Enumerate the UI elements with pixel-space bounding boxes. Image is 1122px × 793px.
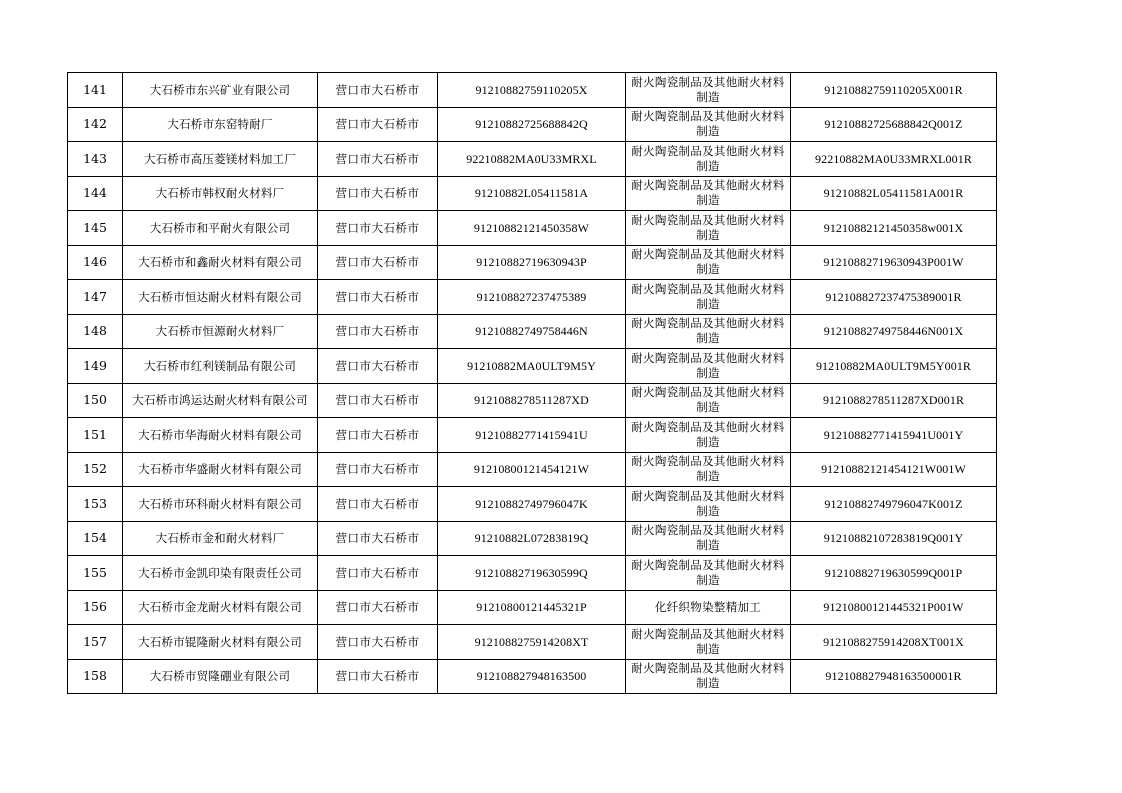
company-name-cell: 大石桥市恒源耐火材料厂: [123, 314, 318, 349]
permit-number-cell: 91210882719630943P001W: [791, 245, 997, 280]
company-name-cell: 大石桥市东窑特耐厂: [123, 107, 318, 142]
table-row: [68, 556, 997, 591]
table-row: [68, 280, 997, 315]
row-number-cell: 153: [68, 487, 123, 522]
company-name-cell: 大石桥市鸿运达耐火材料有限公司: [123, 383, 318, 418]
region-cell: 营口市大石桥市: [318, 280, 438, 315]
company-name-cell: 大石桥市和鑫耐火材料有限公司: [123, 245, 318, 280]
industry-cell: 耐火陶瓷制品及其他耐火材料制造: [626, 73, 791, 108]
region-cell: 营口市大石桥市: [318, 211, 438, 246]
company-name-cell: 大石桥市恒达耐火材料有限公司: [123, 280, 318, 315]
region-cell: 营口市大石桥市: [318, 142, 438, 177]
credit-code-cell: 91210882L07283819Q: [438, 521, 626, 556]
table-row: [68, 452, 997, 487]
table-row: [68, 625, 997, 660]
company-name-cell: 大石桥市环科耐火材料有限公司: [123, 487, 318, 522]
credit-code-cell: 91210882719630599Q: [438, 556, 626, 591]
industry-cell: 耐火陶瓷制品及其他耐火材料制造: [626, 487, 791, 522]
industry-cell: 耐火陶瓷制品及其他耐火材料制造: [626, 556, 791, 591]
permit-number-cell: 91210882759110205X001R: [791, 73, 997, 108]
region-cell: 营口市大石桥市: [318, 452, 438, 487]
industry-cell: 耐火陶瓷制品及其他耐火材料制造: [626, 176, 791, 211]
row-number-cell: 150: [68, 383, 123, 418]
permit-number-cell: 9121088278511287XD001R: [791, 383, 997, 418]
row-number-cell: 156: [68, 590, 123, 625]
credit-code-cell: 91210882719630943P: [438, 245, 626, 280]
permit-number-cell: 91210882MA0ULT9M5Y001R: [791, 349, 997, 384]
credit-code-cell: 92210882MA0U33MRXL: [438, 142, 626, 177]
region-cell: 营口市大石桥市: [318, 383, 438, 418]
region-cell: 营口市大石桥市: [318, 487, 438, 522]
industry-cell: 耐火陶瓷制品及其他耐火材料制造: [626, 314, 791, 349]
permit-number-cell: 91210882107283819Q001Y: [791, 521, 997, 556]
permit-number-cell: 91210882725688842Q001Z: [791, 107, 997, 142]
company-name-cell: 大石桥市东兴矿业有限公司: [123, 73, 318, 108]
table-row: [68, 107, 997, 142]
permit-number-cell: 91210800121445321P001W: [791, 590, 997, 625]
industry-cell: 耐火陶瓷制品及其他耐火材料制造: [626, 383, 791, 418]
credit-code-cell: 91210882749796047K: [438, 487, 626, 522]
row-number-cell: 148: [68, 314, 123, 349]
table-row: [68, 142, 997, 177]
credit-code-cell: 91210800121454121W: [438, 452, 626, 487]
credit-code-cell: 91210882771415941U: [438, 418, 626, 453]
credit-code-cell: 91210882MA0ULT9M5Y: [438, 349, 626, 384]
company-name-cell: 大石桥市贸隆硼业有限公司: [123, 659, 318, 694]
row-number-cell: 151: [68, 418, 123, 453]
credit-code-cell: 9121088275914208XT: [438, 625, 626, 660]
company-name-cell: 大石桥市华盛耐火材料有限公司: [123, 452, 318, 487]
table-row: [68, 211, 997, 246]
row-number-cell: 147: [68, 280, 123, 315]
industry-cell: 化纤织物染整精加工: [626, 590, 791, 625]
industry-cell: 耐火陶瓷制品及其他耐火材料制造: [626, 452, 791, 487]
credit-code-cell: 91210882749758446N: [438, 314, 626, 349]
region-cell: 营口市大石桥市: [318, 314, 438, 349]
company-name-cell: 大石桥市红利镁制品有限公司: [123, 349, 318, 384]
company-name-cell: 大石桥市锟隆耐火材料有限公司: [123, 625, 318, 660]
registry-table: [67, 72, 997, 694]
industry-cell: 耐火陶瓷制品及其他耐火材料制造: [626, 245, 791, 280]
region-cell: 营口市大石桥市: [318, 73, 438, 108]
row-number-cell: 154: [68, 521, 123, 556]
credit-code-cell: 91210882725688842Q: [438, 107, 626, 142]
row-number-cell: 142: [68, 107, 123, 142]
company-name-cell: 大石桥市金龙耐火材料有限公司: [123, 590, 318, 625]
region-cell: 营口市大石桥市: [318, 521, 438, 556]
industry-cell: 耐火陶瓷制品及其他耐火材料制造: [626, 211, 791, 246]
company-name-cell: 大石桥市和平耐火有限公司: [123, 211, 318, 246]
row-number-cell: 155: [68, 556, 123, 591]
row-number-cell: 143: [68, 142, 123, 177]
row-number-cell: 144: [68, 176, 123, 211]
table-row: [68, 176, 997, 211]
region-cell: 营口市大石桥市: [318, 556, 438, 591]
region-cell: 营口市大石桥市: [318, 625, 438, 660]
industry-cell: 耐火陶瓷制品及其他耐火材料制造: [626, 625, 791, 660]
company-name-cell: 大石桥市金和耐火材料厂: [123, 521, 318, 556]
industry-cell: 耐火陶瓷制品及其他耐火材料制造: [626, 418, 791, 453]
region-cell: 营口市大石桥市: [318, 349, 438, 384]
region-cell: 营口市大石桥市: [318, 590, 438, 625]
row-number-cell: 157: [68, 625, 123, 660]
table-row: [68, 314, 997, 349]
permit-number-cell: 912108827237475389001R: [791, 280, 997, 315]
region-cell: 营口市大石桥市: [318, 659, 438, 694]
industry-cell: 耐火陶瓷制品及其他耐火材料制造: [626, 659, 791, 694]
row-number-cell: 152: [68, 452, 123, 487]
industry-cell: 耐火陶瓷制品及其他耐火材料制造: [626, 521, 791, 556]
credit-code-cell: 912108827948163500: [438, 659, 626, 694]
industry-cell: 耐火陶瓷制品及其他耐火材料制造: [626, 107, 791, 142]
company-name-cell: 大石桥市华海耐火材料有限公司: [123, 418, 318, 453]
permit-number-cell: 91210882771415941U001Y: [791, 418, 997, 453]
row-number-cell: 149: [68, 349, 123, 384]
table-row: [68, 521, 997, 556]
permit-number-cell: 92210882MA0U33MRXL001R: [791, 142, 997, 177]
permit-number-cell: 91210882121450358w001X: [791, 211, 997, 246]
row-number-cell: 158: [68, 659, 123, 694]
region-cell: 营口市大石桥市: [318, 107, 438, 142]
row-number-cell: 141: [68, 73, 123, 108]
table-row: [68, 487, 997, 522]
industry-cell: 耐火陶瓷制品及其他耐火材料制造: [626, 142, 791, 177]
permit-number-cell: 9121088275914208XT001X: [791, 625, 997, 660]
region-cell: 营口市大石桥市: [318, 176, 438, 211]
permit-number-cell: 912108827948163500001R: [791, 659, 997, 694]
credit-code-cell: 91210882L05411581A: [438, 176, 626, 211]
region-cell: 营口市大石桥市: [318, 245, 438, 280]
company-name-cell: 大石桥市高压菱镁材料加工厂: [123, 142, 318, 177]
credit-code-cell: 912108827237475389: [438, 280, 626, 315]
permit-number-cell: 91210882719630599Q001P: [791, 556, 997, 591]
company-name-cell: 大石桥市金凯印染有限责任公司: [123, 556, 318, 591]
table-row: [68, 245, 997, 280]
permit-number-cell: 91210882749758446N001X: [791, 314, 997, 349]
row-number-cell: 145: [68, 211, 123, 246]
permit-number-cell: 91210882749796047K001Z: [791, 487, 997, 522]
registry-table-body: [68, 73, 997, 694]
industry-cell: 耐火陶瓷制品及其他耐火材料制造: [626, 280, 791, 315]
table-row: [68, 418, 997, 453]
credit-code-cell: 91210882121450358W: [438, 211, 626, 246]
table-row: [68, 349, 997, 384]
region-cell: 营口市大石桥市: [318, 418, 438, 453]
permit-number-cell: 91210882121454121W001W: [791, 452, 997, 487]
table-row: [68, 73, 997, 108]
company-name-cell: 大石桥市韩权耐火材料厂: [123, 176, 318, 211]
industry-cell: 耐火陶瓷制品及其他耐火材料制造: [626, 349, 791, 384]
credit-code-cell: 9121088278511287XD: [438, 383, 626, 418]
credit-code-cell: 91210882759110205X: [438, 73, 626, 108]
table-row: [68, 590, 997, 625]
row-number-cell: 146: [68, 245, 123, 280]
table-row: [68, 383, 997, 418]
credit-code-cell: 91210800121445321P: [438, 590, 626, 625]
permit-number-cell: 91210882L05411581A001R: [791, 176, 997, 211]
table-row: [68, 659, 997, 694]
